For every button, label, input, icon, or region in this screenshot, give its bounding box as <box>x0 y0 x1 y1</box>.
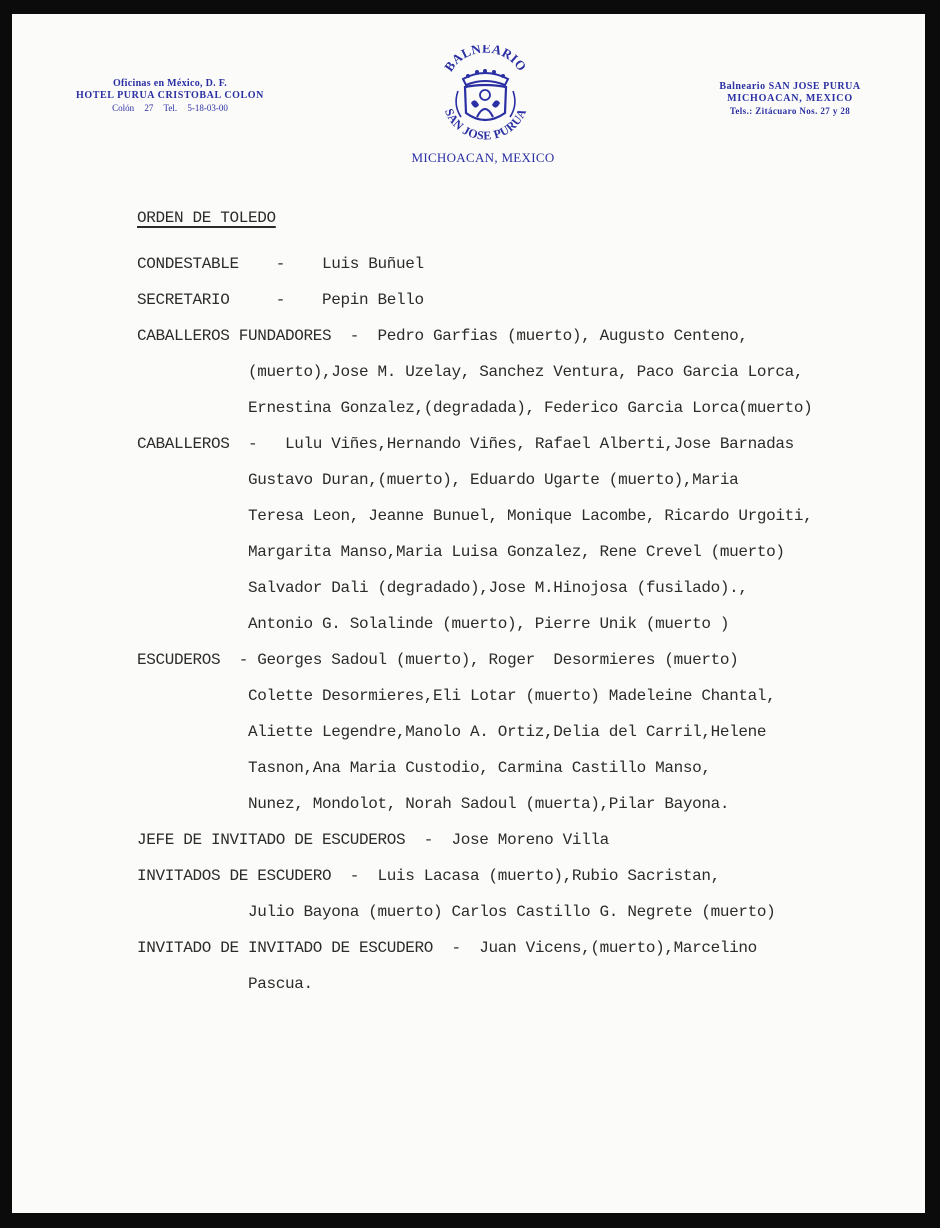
letterhead-address: Colón 27 <box>112 103 154 113</box>
balneario-seal-icon <box>433 45 538 145</box>
document-line: SECRETARIO - Pepin Bello <box>137 291 424 309</box>
document-line: Ernestina Gonzalez,(degradada), Federico Garcia Lorca(muerto) <box>248 399 813 417</box>
letterhead-balneario-name: Balneario SAN JOSE PURUA <box>719 81 861 92</box>
document-line: Aliette Legendre,Manolo A. Ortiz,Delia del Carril,Helene <box>248 723 767 741</box>
svg-text:SAN JOSE PURUA <box>442 106 529 142</box>
seal-bottom-text: SAN JOSE PURUA <box>441 106 530 143</box>
seal-top-text: BALNEARIO <box>441 45 530 75</box>
letterhead-right <box>685 81 895 117</box>
document-line: CABALLEROS - Lulu Viñes,Hernando Viñes, Rafael Alberti,Jose Barnadas <box>137 435 794 453</box>
seal-caption: MICHOACAN, MEXICO <box>411 150 555 165</box>
document-line: Margarita Manso,Maria Luisa Gonzalez, Rene Crevel (muerto) <box>248 543 785 561</box>
letterhead-offices-line: Oficinas en México, D. F. <box>112 78 228 89</box>
letterhead-location: MICHOACAN, MEXICO <box>727 93 853 104</box>
letterhead-hotel-name: HOTEL PURUA CRISTOBAL COLON <box>75 90 264 101</box>
document-line: Tasnon,Ana Maria Custodio, Carmina Castillo Manso, <box>248 759 711 777</box>
document-line: JEFE DE INVITADO DE ESCUDEROS - Jose Moreno Villa <box>137 831 609 849</box>
document-line: Julio Bayona (muerto) Carlos Castillo G. Negrete (muerto) <box>248 903 776 921</box>
document-line: Gustavo Duran,(muerto), Eduardo Ugarte (muerto),Maria <box>248 471 739 489</box>
letterhead-phones: Tels.: Zitácuaro Nos. 27 y 28 <box>729 106 851 116</box>
document-line: Pascua. <box>248 975 313 993</box>
document-line: Colette Desormieres,Eli Lotar (muerto) Madeleine Chantal, <box>248 687 776 705</box>
document-title: ORDEN DE TOLEDO <box>137 209 276 227</box>
document-line: CABALLEROS FUNDADORES - Pedro Garfias (muerto), Augusto Centeno, <box>137 327 748 345</box>
document-line: INVITADO DE INVITADO DE ESCUDERO - Juan Vicens,(muerto),Marcelino <box>137 939 757 957</box>
document-line: (muerto),Jose M. Uzelay, Sanchez Ventura, Paco Garcia Lorca, <box>248 363 804 381</box>
letterhead-phone: Tel. 5-18-03-00 <box>163 103 228 113</box>
document-line: ESCUDEROS - Georges Sadoul (muerto), Roger Desormieres (muerto) <box>137 651 739 669</box>
document-line: INVITADOS DE ESCUDERO - Luis Lacasa (muerto),Rubio Sacristan, <box>137 867 720 885</box>
letterhead-contact-line <box>50 102 290 114</box>
document-line: Teresa Leon, Jeanne Bunuel, Monique Lacombe, Ricardo Urgoiti, <box>248 507 813 525</box>
document-line: CONDESTABLE - Luis Buñuel <box>137 255 424 273</box>
document-line: Antonio G. Solalinde (muerto), Pierre Unik (muerto ) <box>248 615 730 633</box>
letterhead-left <box>50 78 290 114</box>
document-line: Nunez, Mondolot, Norah Sadoul (muerta),Pilar Bayona. <box>248 795 730 813</box>
document-line: Salvador Dali (degradado),Jose M.Hinojosa (fusilado)., <box>248 579 748 597</box>
